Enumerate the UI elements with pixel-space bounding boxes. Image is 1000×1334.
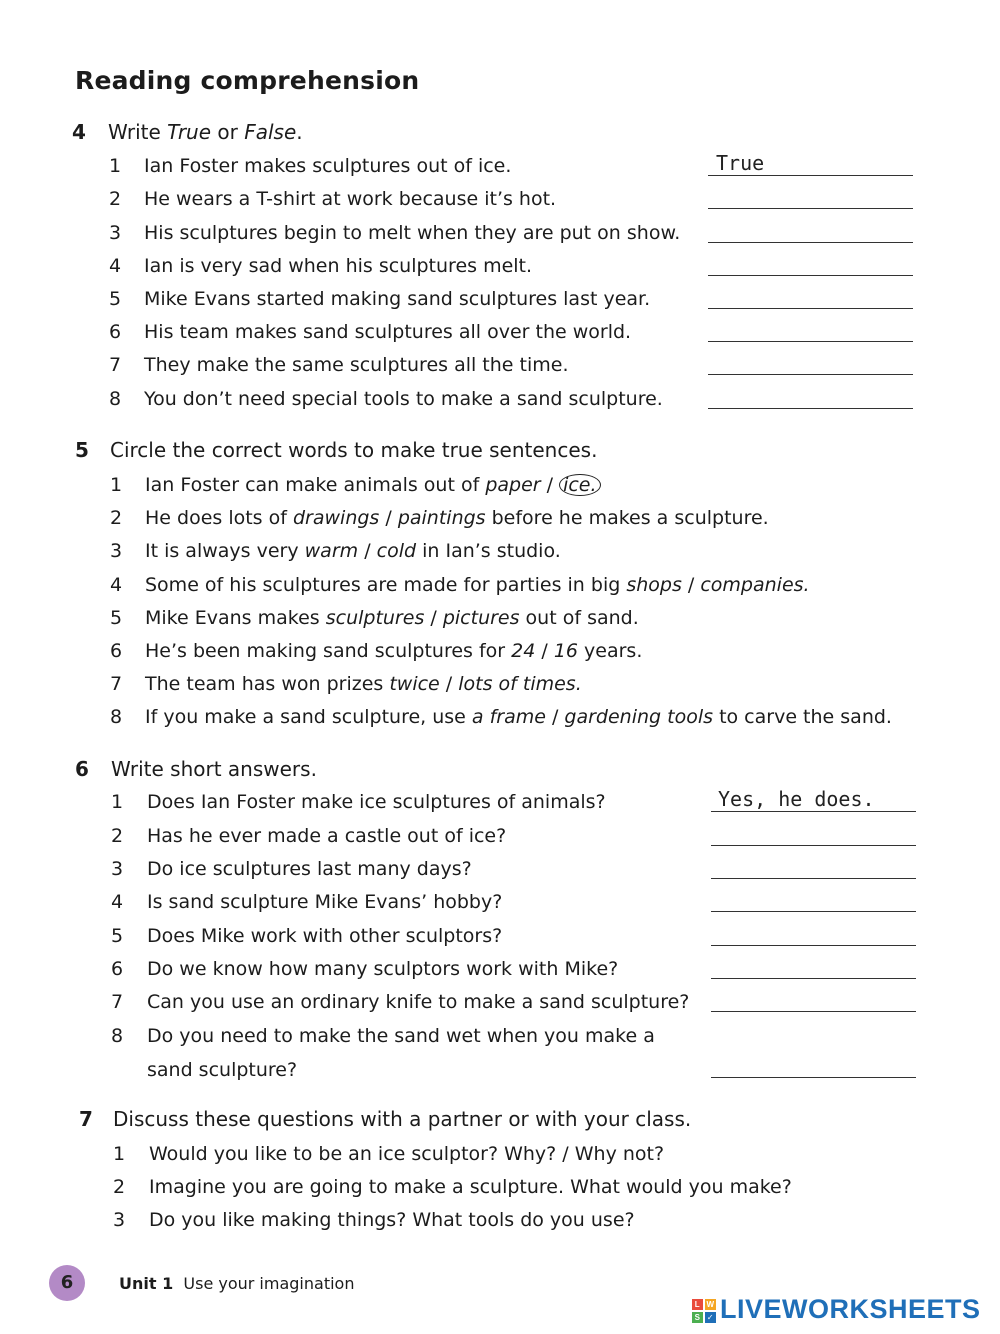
- item-number: 7: [111, 991, 124, 1013]
- page-number-badge: 6: [49, 1265, 85, 1301]
- question: Is sand sculpture Mike Evans’ hobby?: [147, 891, 503, 913]
- option-2[interactable]: cold: [376, 540, 417, 562]
- exercise-4-instruction: Write True or False.: [108, 120, 303, 144]
- statement: They make the same sculptures all the time.: [144, 354, 569, 376]
- option-separator: /: [379, 507, 398, 529]
- sentence-end: to carve the sand.: [713, 706, 892, 728]
- item-number: 4: [111, 891, 124, 913]
- answer-text: True: [716, 151, 765, 175]
- item-number: 3: [110, 540, 123, 562]
- sentence: [145, 673, 582, 695]
- option-1[interactable]: twice: [389, 673, 440, 695]
- item-number: 3: [113, 1209, 126, 1231]
- answer-line[interactable]: [708, 308, 913, 309]
- answer-line[interactable]: [711, 1077, 916, 1078]
- sentence-end: in Ian’s studio.: [416, 540, 561, 562]
- item-number: 6: [111, 958, 124, 980]
- answer-line[interactable]: [708, 408, 913, 409]
- answer-line[interactable]: [708, 275, 913, 276]
- page-title: Reading comprehension: [75, 66, 420, 95]
- question: Do we know how many sculptors work with Mike?: [147, 958, 619, 980]
- option-2[interactable]: companies.: [700, 574, 810, 596]
- statement: He wears a T-shirt at work because it’s hot.: [144, 188, 557, 210]
- exercise-6-number: 6: [75, 757, 89, 781]
- item-number: 1: [109, 155, 122, 177]
- answer-line[interactable]: [711, 811, 916, 812]
- option-1[interactable]: paper: [485, 474, 541, 496]
- item-number: 7: [110, 673, 123, 695]
- exercise-7-number: 7: [79, 1107, 93, 1131]
- option-separator: /: [681, 574, 701, 596]
- answer-line[interactable]: [708, 175, 913, 176]
- option-2-circled[interactable]: ice.: [559, 474, 600, 496]
- item-number: 6: [109, 321, 122, 343]
- item-number: 1: [111, 791, 124, 813]
- option-separator: /: [545, 706, 565, 728]
- item-number: 2: [111, 825, 124, 847]
- answer-line[interactable]: [711, 845, 916, 846]
- item-number: 5: [109, 288, 122, 310]
- sentence-start: The team has won prizes: [145, 673, 390, 695]
- item-number: 2: [113, 1176, 126, 1198]
- item-number: 8: [110, 706, 123, 728]
- option-separator: /: [424, 607, 443, 629]
- option-1[interactable]: sculptures: [325, 607, 425, 629]
- footer-unit: Unit 1 Use your imagination: [119, 1274, 355, 1293]
- item-number: 5: [111, 925, 124, 947]
- answer-line[interactable]: [711, 1011, 916, 1012]
- option-1[interactable]: drawings: [292, 507, 380, 529]
- answer-line[interactable]: [711, 945, 916, 946]
- item-number: 5: [110, 607, 123, 629]
- sentence-start: He’s been making sand sculptures for: [145, 640, 512, 662]
- question-continued: sand sculpture?: [147, 1059, 298, 1081]
- option-separator: /: [540, 474, 560, 496]
- exercise-5-number: 5: [75, 438, 89, 462]
- option-1[interactable]: 24: [511, 640, 536, 662]
- question: Has he ever made a castle out of ice?: [147, 825, 507, 847]
- exercise-5-instruction: Circle the correct words to make true sentences.: [110, 438, 598, 462]
- statement: His sculptures begin to melt when they are put on show.: [144, 222, 681, 244]
- question: Does Mike work with other sculptors?: [147, 925, 503, 947]
- item-number: 1: [113, 1143, 126, 1165]
- sentence: [145, 574, 810, 596]
- sentence-start: He does lots of: [145, 507, 293, 529]
- item-number: 1: [110, 474, 123, 496]
- statement: His team makes sand sculptures all over the world.: [144, 321, 632, 343]
- item-number: 4: [110, 574, 123, 596]
- item-number: 2: [110, 507, 123, 529]
- liveworksheets-logo: L W S ✓ LIVEWORKSHEETS: [692, 1294, 981, 1325]
- discussion-question: Would you like to be an ice sculptor? Why? / Why not?: [149, 1143, 665, 1165]
- sentence-start: Ian Foster can make animals out of: [145, 474, 486, 496]
- discussion-question: Do you like making things? What tools do you use?: [149, 1209, 635, 1231]
- item-number: 8: [111, 1025, 124, 1047]
- answer-line[interactable]: [708, 341, 913, 342]
- item-number: 8: [109, 388, 122, 410]
- item-number: 7: [109, 354, 122, 376]
- sentence: [145, 474, 601, 496]
- option-separator: /: [535, 640, 554, 662]
- option-1[interactable]: shops: [626, 574, 682, 596]
- sentence: [145, 607, 639, 629]
- option-separator: /: [358, 540, 377, 562]
- sentence: [145, 706, 892, 728]
- answer-line[interactable]: [711, 911, 916, 912]
- item-number: 2: [109, 188, 122, 210]
- answer-text: Yes, he does.: [718, 787, 875, 811]
- sentence-start: If you make a sand sculpture, use: [145, 706, 472, 728]
- statement: Ian Foster makes sculptures out of ice.: [144, 155, 512, 177]
- sentence-end: before he makes a sculpture.: [485, 507, 769, 529]
- question: Can you use an ordinary knife to make a sand sculpture?: [147, 991, 690, 1013]
- exercise-7-instruction: Discuss these questions with a partner or with your class.: [113, 1107, 692, 1131]
- statement: Ian is very sad when his sculptures melt.: [144, 255, 533, 277]
- option-1[interactable]: warm: [304, 540, 359, 562]
- option-1[interactable]: a frame: [471, 706, 546, 728]
- question: Does Ian Foster make ice sculptures of animals?: [147, 791, 606, 813]
- sentence: [145, 640, 642, 662]
- exercise-6-instruction: Write short answers.: [111, 757, 317, 781]
- sentence-start: Some of his sculptures are made for parties in big: [145, 574, 627, 596]
- exercise-4-number: 4: [72, 120, 86, 144]
- sentence: [145, 540, 561, 562]
- item-number: 3: [109, 222, 122, 244]
- statement: Mike Evans started making sand sculptures last year.: [144, 288, 651, 310]
- statement: You don’t need special tools to make a sand sculpture.: [144, 388, 663, 410]
- item-number: 4: [109, 255, 122, 277]
- option-2[interactable]: paintings: [397, 507, 486, 529]
- option-2[interactable]: lots of times.: [458, 673, 582, 695]
- answer-line[interactable]: [711, 978, 916, 979]
- discussion-question: Imagine you are going to make a sculpture. What would you make?: [149, 1176, 792, 1198]
- sentence-start: Mike Evans makes: [145, 607, 326, 629]
- sentence: [145, 507, 769, 529]
- option-separator: /: [439, 673, 459, 695]
- item-number: 3: [111, 858, 124, 880]
- option-2[interactable]: pictures: [442, 607, 520, 629]
- brand-grid-icon: L W S ✓: [692, 1299, 716, 1323]
- question: Do ice sculptures last many days?: [147, 858, 472, 880]
- sentence-end: out of sand.: [519, 607, 639, 629]
- item-number: 6: [110, 640, 123, 662]
- answer-line[interactable]: [711, 878, 916, 879]
- answer-line[interactable]: [708, 374, 913, 375]
- answer-line[interactable]: [708, 242, 913, 243]
- sentence-end: years.: [578, 640, 643, 662]
- answer-line[interactable]: [708, 208, 913, 209]
- sentence-start: It is always very: [145, 540, 305, 562]
- option-2[interactable]: gardening tools: [564, 706, 714, 728]
- option-2[interactable]: 16: [553, 640, 578, 662]
- question: Do you need to make the sand wet when you make a: [147, 1025, 655, 1047]
